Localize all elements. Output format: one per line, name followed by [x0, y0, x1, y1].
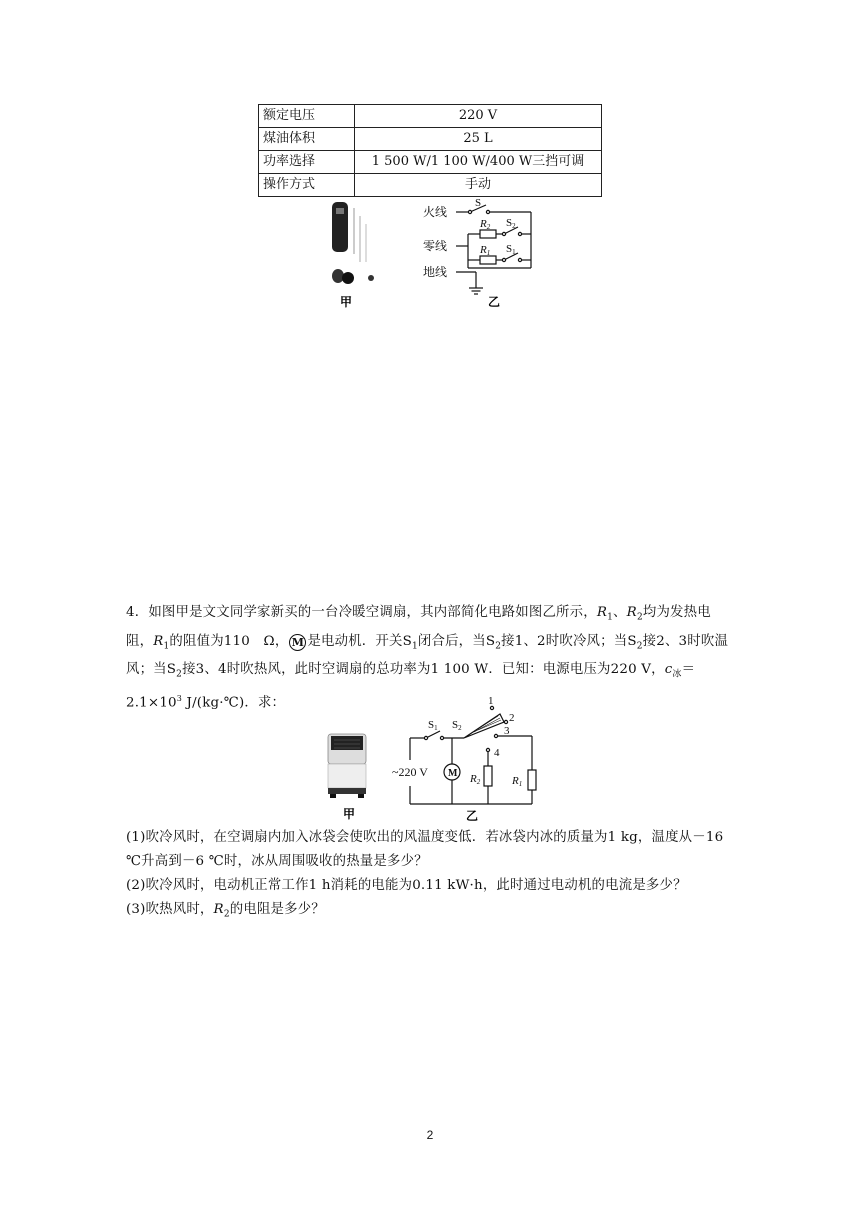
question-number: 4． [126, 605, 149, 620]
spec-row [259, 105, 602, 128]
spec-value: 220 V [355, 105, 602, 128]
label-r2: R2 [480, 218, 491, 231]
sub-question-2: (2)吹冷风时，电动机正常工作1 h消耗的电能为0.11 kW·h，此时通过电动机的电流是多少？ [126, 878, 687, 893]
spec-value: 25 L [355, 128, 602, 151]
motor-symbol-icon: M [289, 634, 306, 651]
spec-label: 额定电压 [259, 105, 355, 128]
motor-icon: M [448, 768, 458, 779]
spec-value: 手动 [355, 174, 602, 197]
contact-1: 1 [488, 695, 494, 707]
contact-4: 4 [494, 747, 500, 759]
question-4: 4．如图甲是文文同学家新买的一台冷暖空调扇，其内部简化电路如图乙所示，$R_1$、$R_2$均为发热电阻，$R_1$的阻值为110 Ω， M 是电动机．开关$S_1$闭合后，当$S_2$接1、2时吹冷风；当$S_2$接2、3时吹温风；当$S_2$接3、4时吹热风，此时空调扇的总功率为1 100 W．已知：电源电压为220 V，$c_冰=2.1\times 10^3$ J/(kg·℃)．求： [126, 605, 729, 711]
contact-3: 3 [504, 725, 510, 737]
label-live-wire: 火线 [423, 205, 448, 219]
heater-photo [332, 202, 374, 284]
label-s1: S1 [506, 243, 516, 256]
label-switch-s: S [475, 197, 482, 209]
label-neutral-wire: 零线 [423, 239, 448, 253]
figure2-caption-a: 甲 [342, 807, 356, 821]
label-source-voltage: ~220 V [392, 765, 428, 779]
heater-circuit [456, 205, 531, 294]
label-ground-wire: 地线 [423, 265, 448, 279]
label-s2: S2 [452, 719, 462, 732]
label-r1: R1 [512, 775, 523, 788]
spec-label: 煤油体积 [259, 128, 355, 151]
sub-question-1: (1)吹冷风时，在空调扇内加入冰袋会使吹出的风温度变低．若冰袋内冰的质量为1 kg，温度从－16 ℃升高到－6 ℃时，冰从周围吸收的热量是多少？ [126, 830, 724, 869]
spec-label: 功率选择 [259, 151, 355, 174]
spec-row [259, 151, 602, 174]
label-s1: S1 [428, 719, 438, 732]
page-number: 2 [426, 1128, 434, 1142]
spec-table [258, 104, 602, 197]
label-s2: S2 [506, 217, 516, 230]
fan-photo [328, 734, 366, 798]
label-r1: R1 [480, 244, 491, 257]
figure1-caption-a: 甲 [339, 295, 353, 309]
label-r2: R2 [470, 773, 481, 786]
spec-value: 1 500 W/1 100 W/400 W三挡可调 [355, 151, 602, 174]
spec-label: 操作方式 [259, 174, 355, 197]
spec-row [259, 174, 602, 197]
spec-row [259, 128, 602, 151]
figure1-caption-b: 乙 [487, 295, 501, 309]
figure2-caption-b: 乙 [465, 809, 479, 823]
contact-2: 2 [509, 712, 515, 724]
sub-question-3: (3)吹热风时，$R_2$的电阻是多少？ [126, 902, 325, 920]
figure1-heater-circuit [318, 196, 548, 312]
figure2-fan-circuit [322, 694, 552, 824]
sub-questions [126, 826, 736, 927]
